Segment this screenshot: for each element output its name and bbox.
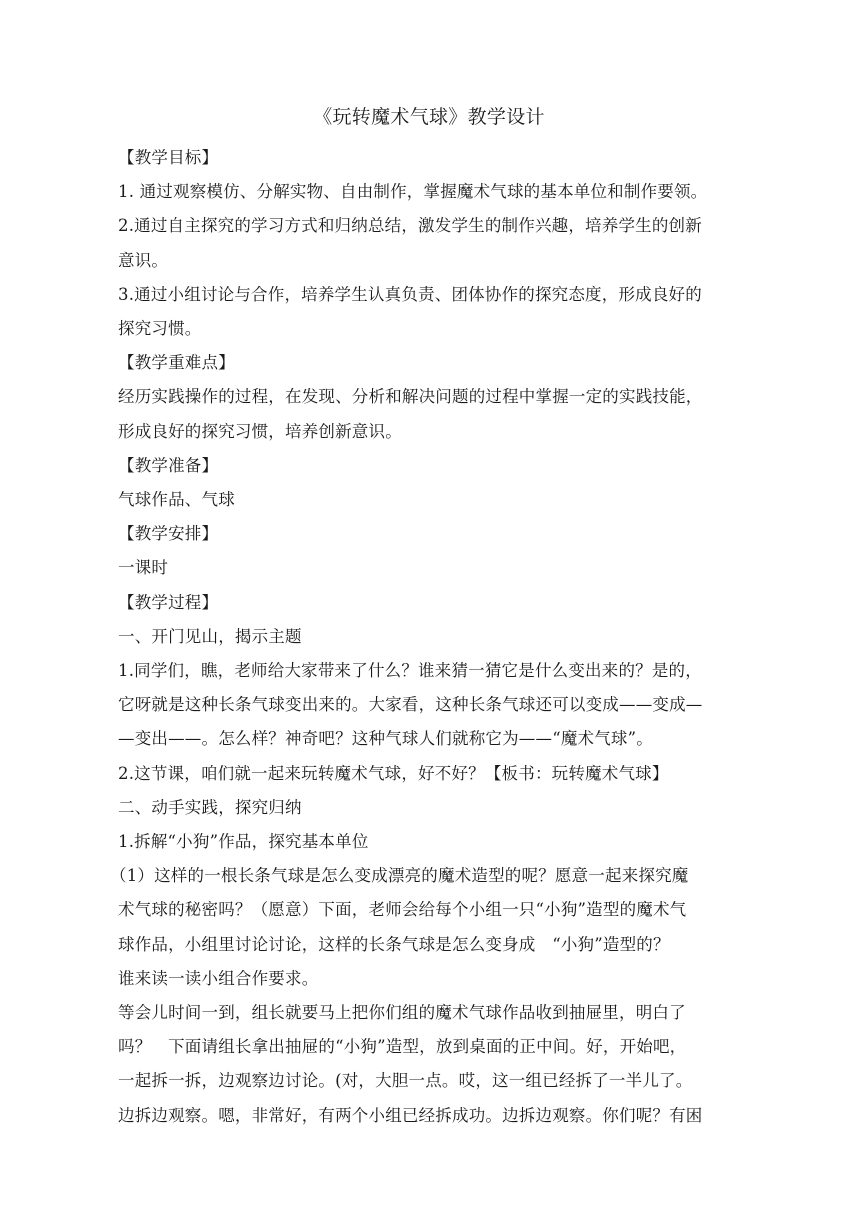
paragraph-line: 等会儿时间一到，组长就要马上把你们组的魔术气球作品收到抽屉里，明白了 [118, 1003, 686, 1023]
paragraph-line: 1.同学们，瞧，老师给大家带来了什么？谁来猜一猜它是什么变出来的？是的， [118, 661, 702, 681]
section-heading-key-points: 【教学重难点】 [118, 353, 235, 373]
paragraph-line: 1. 通过观察模仿、分解实物、自由制作，掌握魔术气球的基本单位和制作要领。 [118, 182, 708, 202]
subsection-heading: 一、开门见山，揭示主题 [118, 626, 302, 646]
paragraph-line: 球作品，小组里讨论讨论，这样的长条气球是怎么变身成 “小狗”造型的？ [118, 934, 670, 954]
section-heading-schedule: 【教学安排】 [118, 524, 219, 544]
section-heading-objectives: 【教学目标】 [118, 148, 219, 167]
paragraph-line: 探究习惯。 [118, 319, 202, 339]
document-body [110, 103, 740, 1133]
paragraph-line: 1.拆解“小狗”作品，探究基本单位 [118, 832, 369, 852]
paragraph-line: 2.这节课，咱们就一起来玩转魔术气球，好不好？【板书：玩转魔术气球】 [118, 763, 669, 783]
paragraph-line: 意识。 [118, 250, 169, 270]
paragraph-line: 形成良好的探究习惯，培养创新意识。 [118, 421, 402, 441]
paragraph-line: 2.通过自主探究的学习方式和归纳总结，激发学生的制作兴趣，培养学生的创新 [118, 216, 702, 236]
paragraph-line: 术气球的秘密吗？（愿意）下面，老师会给每个小组一只“小狗”造型的魔术气 [118, 900, 687, 920]
paragraph-line: 它呀就是这种长条气球变出来的。大家看，这种长条气球还可以变成——变成— [118, 695, 703, 715]
paragraph-line: （1）这样的一根长条气球是怎么变成漂亮的魔术造型的呢？愿意一起来探究魔 [110, 866, 689, 886]
paragraph-line: 经历实践操作的过程，在发现、分析和解决问题的过程中掌握一定的实践技能， [118, 387, 703, 407]
paragraph-line: 3.通过小组讨论与合作，培养学生认真负责、团体协作的探究态度，形成良好的 [118, 284, 702, 304]
subsection-heading: 二、动手实践，探究归纳 [118, 797, 302, 817]
paragraph-line: 一起拆一拆，边观察边讨论。(对，大胆一点。哎，这一组已经拆了一半儿了。 [118, 1071, 693, 1091]
paragraph-line: —变出——。怎么样？神奇吧？这种气球人们就称它为——“魔术气球”。 [118, 729, 653, 749]
paragraph-line: 吗？ 下面请组长拿出抽屉的“小狗”造型，放到桌面的正中间。好，开始吧， [118, 1037, 687, 1057]
paragraph-line: 一课时 [118, 558, 169, 578]
section-heading-preparation: 【教学准备】 [118, 455, 219, 475]
paragraph-line: 谁来读一读小组合作要求。 [118, 968, 319, 988]
paragraph-line: 边拆边观察。嗯，非常好，有两个小组已经拆成功。边拆边观察。你们呢？有困 [118, 1105, 703, 1125]
document-title: 《玩转魔术气球》教学设计 [313, 106, 545, 128]
paragraph-line: 气球作品、气球 [118, 490, 235, 510]
section-heading-process: 【教学过程】 [118, 592, 219, 612]
